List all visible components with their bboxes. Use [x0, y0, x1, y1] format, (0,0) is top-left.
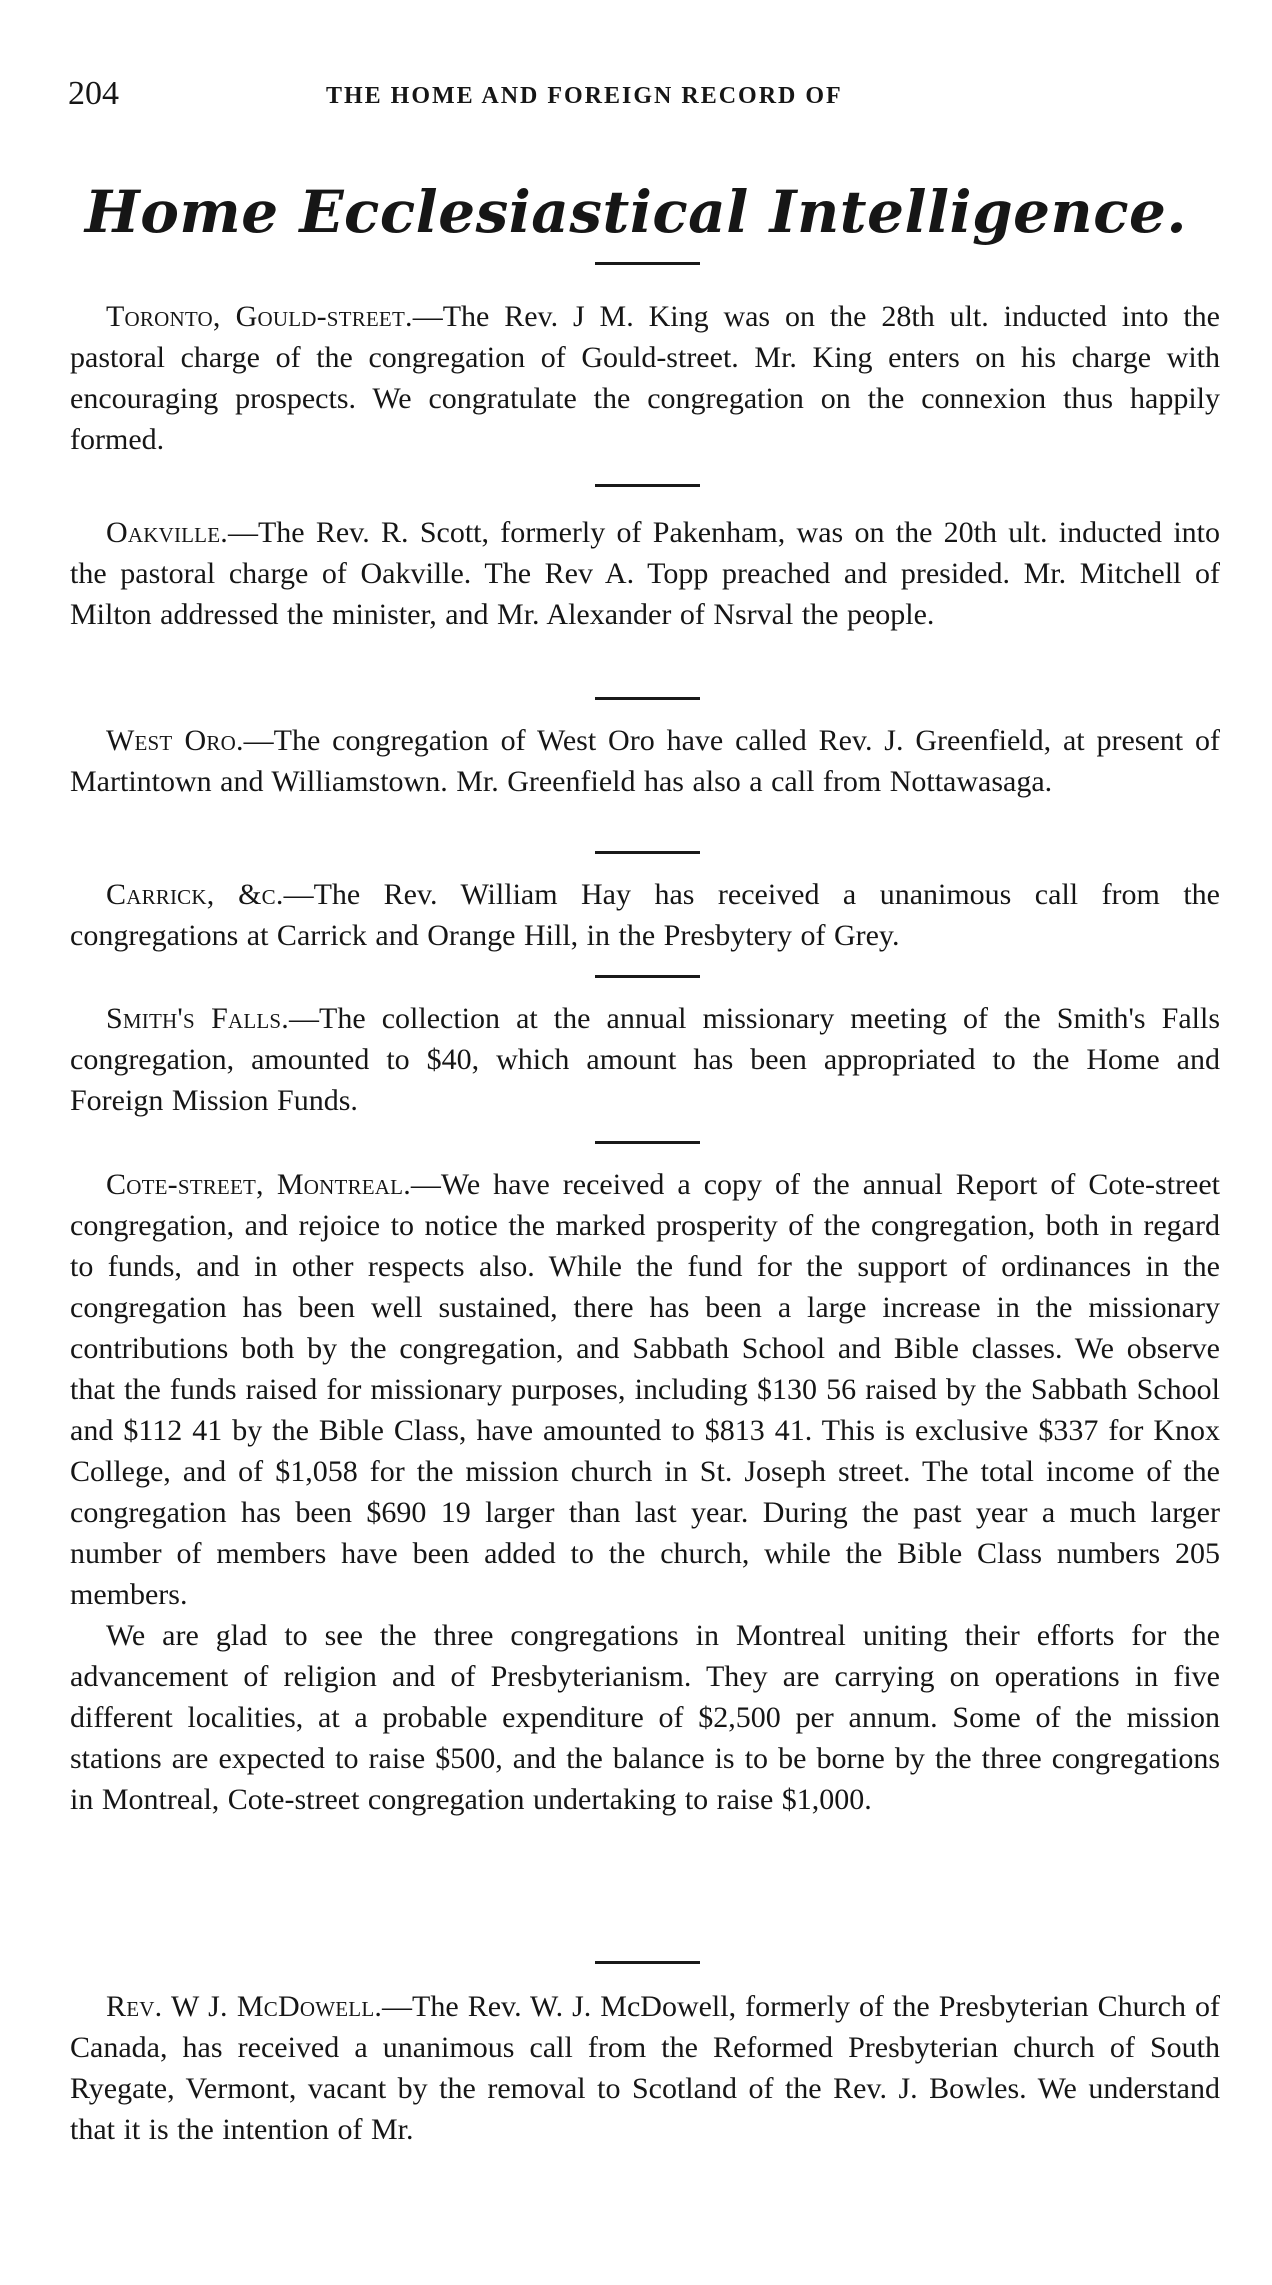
entry-lead: Smith's Falls. [106, 1002, 289, 1035]
divider [595, 851, 700, 854]
entry-lead: Cote-street, Montreal. [106, 1168, 411, 1201]
entry-paragraph [70, 720, 1220, 802]
page-number: 204 [68, 75, 119, 112]
divider [595, 697, 700, 700]
divider [595, 484, 700, 487]
entry-mcdowell [70, 1986, 1220, 2150]
entry-text: —The Rev. R. Scott, formerly of Pakenham, was on the 20th ult. inducted into the pastoral charge of Oakville. The Rev A. Topp preached and presided. Mr. Mitchell of Milton addressed the minister, and Mr. Alexander of Nsrval the people. [70, 516, 1220, 631]
section-title: Home Ecclesiastical Intelligence. [84, 178, 1188, 246]
divider [595, 975, 700, 978]
running-title: THE HOME AND FOREIGN RECORD OF [326, 83, 843, 109]
entry-lead: Toronto, Gould-street. [106, 300, 413, 333]
running-header [68, 74, 1218, 122]
entry-text: —The collection at the annual missionary meeting of the Smith's Falls congregation, amounted to $40, which amount has been appropriated to the Home and Foreign Mission Funds. [70, 1002, 1220, 1117]
entry-paragraph [70, 512, 1220, 635]
entry-text: —We have received a copy of the annual Report of Cote-street congregation, and rejoice to notice the marked prosperity of the congregation, both in regard to funds, and in other respects also. While the fund for the support of ordinances in the congregation has been well sustained, there has been a large increase in the missionary contributions both by the congregation, and Sabbath School and Bible classes. We observe that the funds raised for missionary purposes, including $130 56 raised by the Sabbath School and $112 41 by the Bible Class, have amounted to $813 41. This is exclusive $337 for Knox College, and of $1,058 for the mission church in St. Joseph street. The total income of the congregation has been $690 19 larger than last year. During the past year a much larger number of members have been added to the church, while the Bible Class numbers 205 members. [70, 1168, 1220, 1611]
entry-lead: Carrick, &c. [106, 878, 284, 911]
entry-text: —The Rev. William Hay has received a unanimous call from the congregations at Carrick and Orange Hill, in the Presbytery of Grey. [70, 878, 1220, 952]
entry-paragraph [70, 1164, 1220, 1615]
entry-cote-street [70, 1164, 1220, 1820]
entry-toronto [70, 296, 1220, 460]
entry-text: —The Rev. J M. King was on the 28th ult. inducted into the pastoral charge of the congregation of Gould-street. Mr. King enters on his charge with encouraging prospects. We congratulate the congregation on the connexion thus happily formed. [70, 300, 1220, 456]
entry-continuation: We are glad to see the three congregations in Montreal uniting their efforts for the advancement of religion and of Presbyterianism. They are carrying on operations in five different localities, at a probable expenditure of $2,500 per annum. Some of the mission stations are expected to raise $500, and the balance is to be borne by the three congregations in Montreal, Cote-street congregation undertaking to raise $1,000. [70, 1619, 1220, 1816]
entry-carrick [70, 874, 1220, 956]
divider [595, 1961, 700, 1964]
entry-oakville [70, 512, 1220, 635]
entry-text: —The Rev. W. J. McDowell, formerly of the Presbyterian Church of Canada, has received a unanimous call from the Reformed Presbyterian church of South Ryegate, Vermont, vacant by the removal to Scotland of the Rev. J. Bowles. We understand that it is the intention of Mr. [70, 1990, 1220, 2146]
entry-smiths-falls [70, 998, 1220, 1121]
entry-west-oro [70, 720, 1220, 802]
entry-paragraph [70, 874, 1220, 956]
entry-paragraph [70, 296, 1220, 460]
entry-paragraph [70, 1986, 1220, 2150]
entry-paragraph [70, 998, 1220, 1121]
entry-text: —The congregation of West Oro have called Rev. J. Greenfield, at present of Martintown and Williamstown. Mr. Greenfield has also a call from Nottawasaga. [70, 724, 1220, 798]
entry-lead: Rev. W J. McDowell. [106, 1990, 383, 2023]
entry-lead: Oakville. [106, 516, 228, 549]
divider [595, 1141, 700, 1144]
divider [595, 262, 700, 265]
entry-lead: West Oro. [106, 724, 244, 757]
